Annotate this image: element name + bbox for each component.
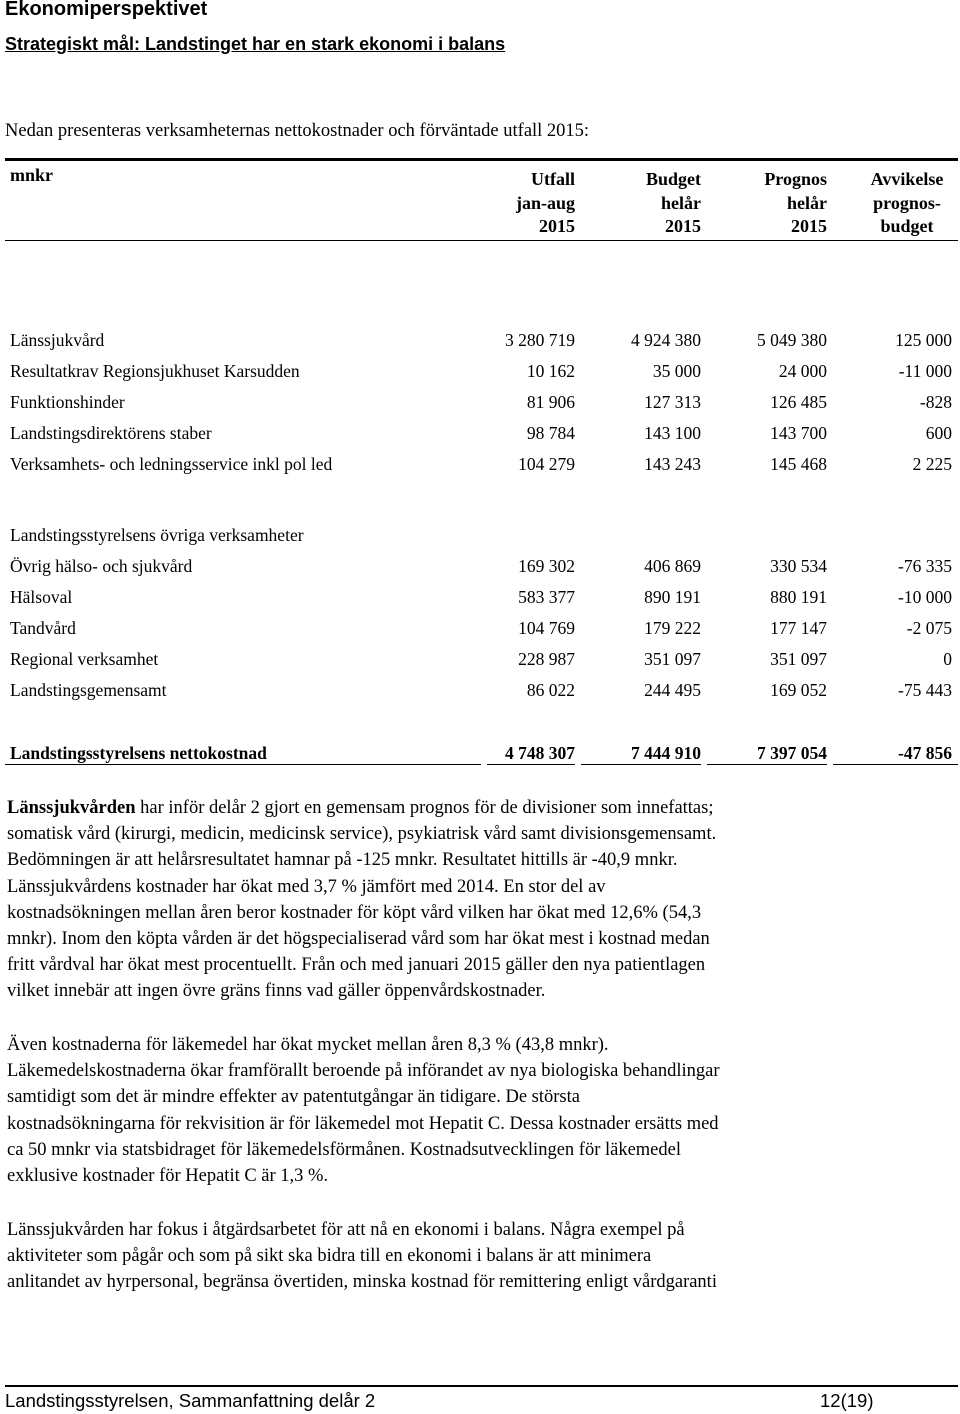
unit-label: mnkr xyxy=(10,165,54,185)
paragraph-lanssjukvarden: Länssjukvården har inför delår 2 gjort en gemensam prognos för de divisioner som innefattas; somatisk vård (kirurgi, medicin, medicinsk service), psykiatrisk vård samt divisionsgemensamt. Bedömningen är att helårsresultatet hamnar på -125 mnkr. Resultatet hittills är -40,9 mnkr. Länssjukvårdens kostnader har ökat med 3,7 % jämfört med 2014. En stor del av kostnadsökningen mellan åren beror kostnader för köpt vård vilken har ökat med 12,6% (54,3 mnkr). Inom den köpta vården är det högspecialiserad vård som har ökat mest i kostnad medan fritt vårdval har ökat mest procentuellt. Från och med januari 2015 gäller den nya patientlagen vilket innebär att ingen övre gräns finns vad gäller öppenvårdskostnader. xyxy=(7,798,717,1002)
table-row xyxy=(10,452,952,476)
value-avvikelse: -10 000 xyxy=(898,587,952,607)
table-row xyxy=(10,421,952,445)
value-utfall: 3 280 719 xyxy=(505,330,575,350)
row-label: Övrig hälso- och sjukvård xyxy=(10,556,193,576)
row-label: Landstingsdirektörens staber xyxy=(10,423,212,443)
table-total-row xyxy=(10,741,952,765)
table-row xyxy=(10,554,952,578)
value-budget: 143 243 xyxy=(644,454,701,474)
value-budget: 244 495 xyxy=(644,680,701,700)
intro-text: Nedan presenteras verksamheternas nettokostnader och förväntade utfall 2015: xyxy=(5,121,590,141)
header-rule xyxy=(5,240,958,241)
value-budget: 351 097 xyxy=(644,649,701,669)
value-prognos: 5 049 380 xyxy=(757,330,827,350)
bold-lead: Länssjukvården xyxy=(7,798,136,818)
value-avvikelse: -76 335 xyxy=(898,556,952,576)
value-budget: 143 100 xyxy=(644,423,701,443)
table-row xyxy=(10,359,952,383)
value-budget: 127 313 xyxy=(644,392,701,412)
value-utfall: 583 377 xyxy=(518,587,575,607)
table-row xyxy=(10,328,952,352)
value-prognos: 177 147 xyxy=(770,618,827,638)
value-prognos: 169 052 xyxy=(770,680,827,700)
value-avvikelse: 600 xyxy=(925,423,952,443)
value-avvikelse: -2 075 xyxy=(906,618,952,638)
value-budget: 35 000 xyxy=(652,361,701,381)
column-header-utfall: Utfall jan-aug 2015 xyxy=(515,169,575,236)
row-label: Funktionshinder xyxy=(10,392,125,412)
value-avvikelse: 0 xyxy=(943,649,952,669)
strategic-goal: Strategiskt mål: Landstinget har en stark ekonomi i balans xyxy=(5,34,506,54)
value-utfall: 86 022 xyxy=(526,680,575,700)
value-avvikelse: 2 225 xyxy=(912,454,952,474)
total-underline xyxy=(487,764,575,765)
table-group-heading xyxy=(10,523,952,547)
total-budget: 7 444 910 xyxy=(631,743,701,763)
value-utfall: 169 302 xyxy=(518,556,575,576)
table-row xyxy=(10,647,952,671)
paragraph-lakemedel: Även kostnaderna för läkemedel har ökat mycket mellan åren 8,3 % (43,8 mnkr). Läkemedelskostnaderna ökar framförallt beroende på införandet av nya biologiska behandlingar samtidigt som det är mindre effekter av patentutgångar än tidigare. De största kostnadsökningarna för rekvisition är för läkemedel mot Hepatit C. Dessa kostnader ersätts med ca 50 mnkr via statsbidraget för läkemedelsförmånen. Kostnadsutvecklingen för läkemedel exklusive kostnader för Hepatit C är 1,3 %. xyxy=(7,1035,720,1187)
row-label: Verksamhets- och ledningsservice inkl pol led xyxy=(10,454,333,474)
footer-document-title: Landstingsstyrelsen, Sammanfattning delår 2 xyxy=(5,1390,376,1411)
value-utfall: 81 906 xyxy=(526,392,575,412)
value-budget: 4 924 380 xyxy=(631,330,701,350)
value-prognos: 330 534 xyxy=(770,556,827,576)
table-row xyxy=(10,678,952,702)
value-prognos: 351 097 xyxy=(770,649,827,669)
total-utfall: 4 748 307 xyxy=(505,743,575,763)
value-prognos: 126 485 xyxy=(770,392,827,412)
total-underline xyxy=(833,764,958,765)
section-title: Ekonomiperspektivet xyxy=(5,0,208,20)
value-avvikelse: -75 443 xyxy=(898,680,952,700)
total-underline xyxy=(581,764,701,765)
row-label: Landstingsgemensamt xyxy=(10,680,167,700)
value-prognos: 24 000 xyxy=(778,361,827,381)
row-label: Tandvård xyxy=(10,618,76,638)
column-header-budget: Budget helår 2015 xyxy=(645,169,701,236)
paragraph-atgardsarbete: Länssjukvården har fokus i åtgärdsarbetet för att nå en ekonomi i balans. Några exempel på aktiviteter som pågår och som på sikt ska bidra till en ekonomi i balans är att minimera anlitandet av hyrpersonal, begränsa övertiden, minska kostnad för remittering enligt vårdgaranti xyxy=(7,1220,717,1293)
total-underline xyxy=(707,764,827,765)
value-prognos: 143 700 xyxy=(770,423,827,443)
table-row xyxy=(10,585,952,609)
value-utfall: 104 769 xyxy=(518,618,575,638)
total-prognos: 7 397 054 xyxy=(757,743,827,763)
value-budget: 890 191 xyxy=(644,587,701,607)
total-underline xyxy=(5,764,481,765)
value-budget: 179 222 xyxy=(644,618,701,638)
value-budget: 406 869 xyxy=(644,556,701,576)
value-prognos: 145 468 xyxy=(770,454,827,474)
page-number: 12(19) xyxy=(820,1390,874,1411)
row-label: Hälsoval xyxy=(10,587,73,607)
table-row xyxy=(10,390,952,414)
value-avvikelse: -828 xyxy=(919,392,952,412)
column-header-prognos: Prognos helår 2015 xyxy=(764,169,827,236)
value-avvikelse: 125 000 xyxy=(895,330,952,350)
total-label: Landstingsstyrelsens nettokostnad xyxy=(10,743,267,763)
value-utfall: 10 162 xyxy=(526,361,575,381)
table-top-rule xyxy=(5,158,958,161)
value-avvikelse: -11 000 xyxy=(898,361,952,381)
table-row xyxy=(10,616,952,640)
value-utfall: 98 784 xyxy=(526,423,575,443)
row-label: Landstingsstyrelsens övriga verksamheter xyxy=(10,525,304,545)
footer-rule xyxy=(5,1385,958,1387)
row-label: Länssjukvård xyxy=(10,330,105,350)
value-utfall: 228 987 xyxy=(518,649,575,669)
column-header-avvikelse: Avvikelse prognos- budget xyxy=(870,169,944,236)
value-utfall: 104 279 xyxy=(518,454,575,474)
row-label: Regional verksamhet xyxy=(10,649,159,669)
total-avvikelse: -47 856 xyxy=(898,743,952,763)
row-label: Resultatkrav Regionsjukhuset Karsudden xyxy=(10,361,300,381)
value-prognos: 880 191 xyxy=(770,587,827,607)
